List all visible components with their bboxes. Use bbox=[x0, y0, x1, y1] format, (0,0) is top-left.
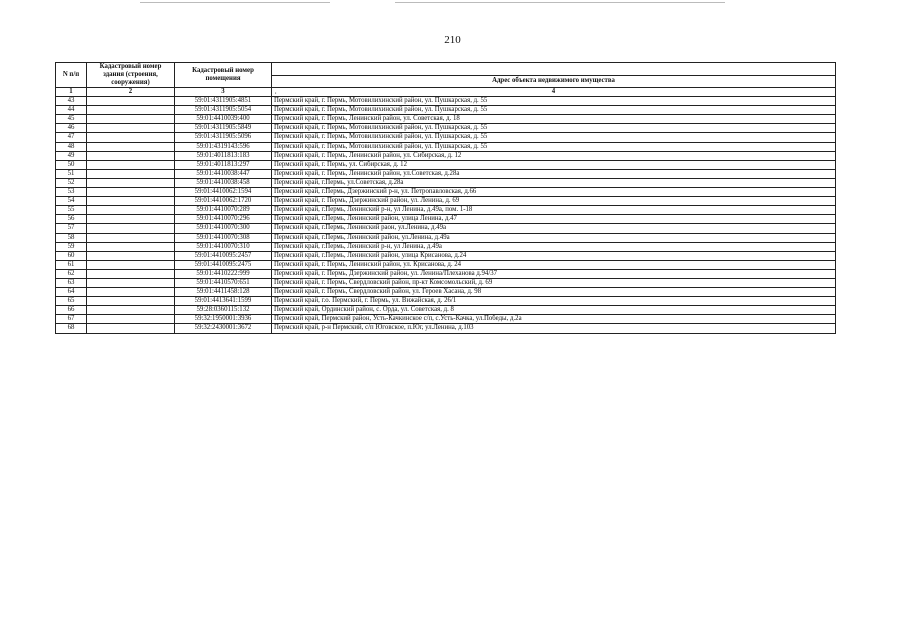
row-number: 43 bbox=[56, 97, 87, 106]
row-building-cadastral bbox=[87, 233, 175, 242]
row-number: 65 bbox=[56, 297, 87, 306]
row-number: 63 bbox=[56, 278, 87, 287]
row-building-cadastral bbox=[87, 206, 175, 215]
row-number: 61 bbox=[56, 260, 87, 269]
row-building-cadastral bbox=[87, 269, 175, 278]
column-number: 3 bbox=[175, 88, 272, 97]
property-registry-table bbox=[55, 62, 836, 334]
row-premises-cadastral: 59:01:4410095:2475 bbox=[175, 260, 272, 269]
row-building-cadastral bbox=[87, 306, 175, 315]
header-premises-cadastral: Кадастровый номер помещения bbox=[175, 63, 272, 88]
table-row bbox=[56, 251, 836, 260]
row-number: 51 bbox=[56, 169, 87, 178]
row-building-cadastral bbox=[87, 278, 175, 287]
row-number: 56 bbox=[56, 215, 87, 224]
table-row bbox=[56, 233, 836, 242]
table-row bbox=[56, 133, 836, 142]
row-number: 68 bbox=[56, 324, 87, 333]
row-building-cadastral bbox=[87, 297, 175, 306]
row-address: Пермский край, г.Пермь, ул.Советская, д.28а bbox=[272, 178, 836, 187]
row-building-cadastral bbox=[87, 188, 175, 197]
row-number: 47 bbox=[56, 133, 87, 142]
row-address: Пермский край, г. Пермь, Ленинский район, ул. Крисанова, д. 24 bbox=[272, 260, 836, 269]
row-number: 60 bbox=[56, 251, 87, 260]
row-premises-cadastral: 59:01:4410570:651 bbox=[175, 278, 272, 287]
row-number: 55 bbox=[56, 206, 87, 215]
row-premises-cadastral: 59:01:4311905:5054 bbox=[175, 106, 272, 115]
row-address: Пермский край, г. Пермь, Свердловский район, пр-кт Комсомольский, д. 69 bbox=[272, 278, 836, 287]
row-address: Пермский край, г. Пермь, ул. Сибирская, д. 12 bbox=[272, 160, 836, 169]
page-number: 210 bbox=[444, 34, 461, 46]
table-row bbox=[56, 106, 836, 115]
row-number: 59 bbox=[56, 242, 87, 251]
row-premises-cadastral: 59:01:4410070:310 bbox=[175, 242, 272, 251]
scan-top-rule-left bbox=[140, 2, 330, 3]
row-premises-cadastral: 59:01:4410095:2457 bbox=[175, 251, 272, 260]
row-number: 46 bbox=[56, 124, 87, 133]
table-row bbox=[56, 315, 836, 324]
row-address: Пермский край, г.Пермь, Ленинский р-н, ул Ленина, д.49а bbox=[272, 242, 836, 251]
row-building-cadastral bbox=[87, 242, 175, 251]
table-row bbox=[56, 206, 836, 215]
header-building-cadastral: Кадастровый номер здания (строения, сооружения) bbox=[87, 63, 175, 88]
row-address: Пермский край, г.о. Пермский, г. Пермь, ул. Вижайская, д. 26/1 bbox=[272, 297, 836, 306]
row-address: Пермский край, г.Пермь, Ленинский район, улица Крисанова, д.24 bbox=[272, 251, 836, 260]
row-premises-cadastral: 59:01:4410070:308 bbox=[175, 233, 272, 242]
row-building-cadastral bbox=[87, 106, 175, 115]
row-premises-cadastral: 59:01:4413641:1599 bbox=[175, 297, 272, 306]
table-row bbox=[56, 142, 836, 151]
table-row bbox=[56, 169, 836, 178]
row-premises-cadastral: 59:01:4319143:596 bbox=[175, 142, 272, 151]
row-premises-cadastral: 59:01:4311905:4851 bbox=[175, 97, 272, 106]
table-row bbox=[56, 151, 836, 160]
row-building-cadastral bbox=[87, 169, 175, 178]
row-address: Пермский край, г.Пермь, Ленинский р-н, ул Ленина, д.49а, пом. 1-18 bbox=[272, 206, 836, 215]
column-number-row bbox=[56, 88, 836, 97]
row-number: 52 bbox=[56, 178, 87, 187]
row-building-cadastral bbox=[87, 315, 175, 324]
row-building-cadastral bbox=[87, 115, 175, 124]
table-row bbox=[56, 278, 836, 287]
row-building-cadastral bbox=[87, 178, 175, 187]
row-premises-cadastral: 59:01:4411458:128 bbox=[175, 288, 272, 297]
row-address: Пермский край, г.Пермь, Ленинский район, улица Ленина, д.47 bbox=[272, 215, 836, 224]
row-address: Пермский край, г. Пермь, Мотовилихинский район, ул. Пушкарская, д. 55 bbox=[272, 142, 836, 151]
table-row bbox=[56, 115, 836, 124]
row-address: Пермский край, г. Пермь, Дзержинский район, ул. Ленина/Плеханова д.94/37 bbox=[272, 269, 836, 278]
row-building-cadastral bbox=[87, 160, 175, 169]
row-premises-cadastral: 59:32:2430001:3672 bbox=[175, 324, 272, 333]
row-address: Пермский край, Ординский район, с. Орда, ул. Советская, д. 8 bbox=[272, 306, 836, 315]
row-premises-cadastral: 59:01:4311905:5849 bbox=[175, 124, 272, 133]
row-address: Пермский край, г. Пермь, Мотовилихинский район, ул. Пушкарская, д. 55 bbox=[272, 97, 836, 106]
row-address: Пермский край, г. Пермь, Мотовилихинский район, ул. Пушкарская, д. 55 bbox=[272, 106, 836, 115]
row-building-cadastral bbox=[87, 260, 175, 269]
row-premises-cadastral: 59:01:4011813:183 bbox=[175, 151, 272, 160]
table-row bbox=[56, 197, 836, 206]
row-address: Пермский край, г. Пермь, Мотовилихинский район, ул. Пушкарская, д. 55 bbox=[272, 124, 836, 133]
row-number: 58 bbox=[56, 233, 87, 242]
row-address: Пермский край, г. Пермь, Мотовилихинский район, ул. Пушкарская, д. 55 bbox=[272, 133, 836, 142]
row-number: 53 bbox=[56, 188, 87, 197]
row-building-cadastral bbox=[87, 288, 175, 297]
row-premises-cadastral: 59:28:0360115:132 bbox=[175, 306, 272, 315]
row-building-cadastral bbox=[87, 251, 175, 260]
row-number: 48 bbox=[56, 142, 87, 151]
column-number: 1 bbox=[56, 88, 87, 97]
row-premises-cadastral: 59:01:4011813:297 bbox=[175, 160, 272, 169]
scan-mark: , bbox=[275, 89, 277, 95]
table-row bbox=[56, 224, 836, 233]
row-address: Пермский край, г. Пермь, Дзержинский район, ул. Ленина, д. 69 bbox=[272, 197, 836, 206]
row-premises-cadastral: 59:01:4410039:400 bbox=[175, 115, 272, 124]
row-building-cadastral bbox=[87, 124, 175, 133]
row-premises-cadastral: 59:01:4410070:296 bbox=[175, 215, 272, 224]
header-address-spacer bbox=[272, 63, 836, 76]
row-building-cadastral bbox=[87, 142, 175, 151]
header-num: N п/п bbox=[56, 63, 87, 88]
row-building-cadastral bbox=[87, 215, 175, 224]
row-building-cadastral bbox=[87, 97, 175, 106]
header-address: Адрес объекта недвижимого имущества bbox=[272, 75, 836, 88]
row-building-cadastral bbox=[87, 133, 175, 142]
row-address: Пермский край, г. Пермь, Ленинский район, ул. Сибирская, д. 12 bbox=[272, 151, 836, 160]
row-number: 62 bbox=[56, 269, 87, 278]
row-premises-cadastral: 59:01:4410062:1594 bbox=[175, 188, 272, 197]
table-row bbox=[56, 306, 836, 315]
row-address: Пермский край, г. Пермь, Ленинский район, ул.Советская, д.28а bbox=[272, 169, 836, 178]
row-address: Пермский край, г.Пермь, Ленинский раон, ул.Ленина, д.49а bbox=[272, 224, 836, 233]
row-premises-cadastral: 59:01:4410038:458 bbox=[175, 178, 272, 187]
row-number: 50 bbox=[56, 160, 87, 169]
row-building-cadastral bbox=[87, 197, 175, 206]
column-number: 2 bbox=[87, 88, 175, 97]
row-address: Пермский край, г.Пермь, Дзержинский р-н, ул. Петропавловская, д.66 bbox=[272, 188, 836, 197]
table-row bbox=[56, 97, 836, 106]
row-number: 54 bbox=[56, 197, 87, 206]
table-row bbox=[56, 260, 836, 269]
table-row bbox=[56, 288, 836, 297]
row-number: 49 bbox=[56, 151, 87, 160]
scan-top-rule-right bbox=[395, 2, 725, 3]
table-row bbox=[56, 160, 836, 169]
row-building-cadastral bbox=[87, 224, 175, 233]
table-row bbox=[56, 124, 836, 133]
table-row bbox=[56, 269, 836, 278]
table-row bbox=[56, 178, 836, 187]
table-row bbox=[56, 324, 836, 333]
row-premises-cadastral: 59:01:4311905:5096 bbox=[175, 133, 272, 142]
table-row bbox=[56, 188, 836, 197]
row-address: Пермский край, г. Пермь, Свердловский район, ул. Героев Хасана, д. 98 bbox=[272, 288, 836, 297]
table-row bbox=[56, 242, 836, 251]
row-number: 44 bbox=[56, 106, 87, 115]
row-number: 57 bbox=[56, 224, 87, 233]
row-number: 64 bbox=[56, 288, 87, 297]
row-address: Пермский край, р-н Пермский, с/п Юговское, п.Юг, ул.Ленина, д.103 bbox=[272, 324, 836, 333]
row-premises-cadastral: 59:01:4410062:1720 bbox=[175, 197, 272, 206]
row-premises-cadastral: 59:32:1950001:3936 bbox=[175, 315, 272, 324]
row-number: 45 bbox=[56, 115, 87, 124]
row-address: Пермский край, Пермский район, Усть-Качкинское с/п, с.Усть-Качка, ул.Победы, д.2а bbox=[272, 315, 836, 324]
row-number: 67 bbox=[56, 315, 87, 324]
row-premises-cadastral: 59:01:4410222:999 bbox=[175, 269, 272, 278]
row-address: Пермский край, г.Пермь, Ленинский район, ул.Ленина, д.49а bbox=[272, 233, 836, 242]
row-premises-cadastral: 59:01:4410038:447 bbox=[175, 169, 272, 178]
row-number: 66 bbox=[56, 306, 87, 315]
row-building-cadastral bbox=[87, 324, 175, 333]
table-row bbox=[56, 297, 836, 306]
row-address: Пермский край, г. Пермь, Ленинский район, ул. Советская, д. 18 bbox=[272, 115, 836, 124]
table-row bbox=[56, 215, 836, 224]
row-premises-cadastral: 59:01:4410070:300 bbox=[175, 224, 272, 233]
row-premises-cadastral: 59:01:4410070:289 bbox=[175, 206, 272, 215]
row-building-cadastral bbox=[87, 151, 175, 160]
column-number: 4 bbox=[272, 88, 836, 97]
